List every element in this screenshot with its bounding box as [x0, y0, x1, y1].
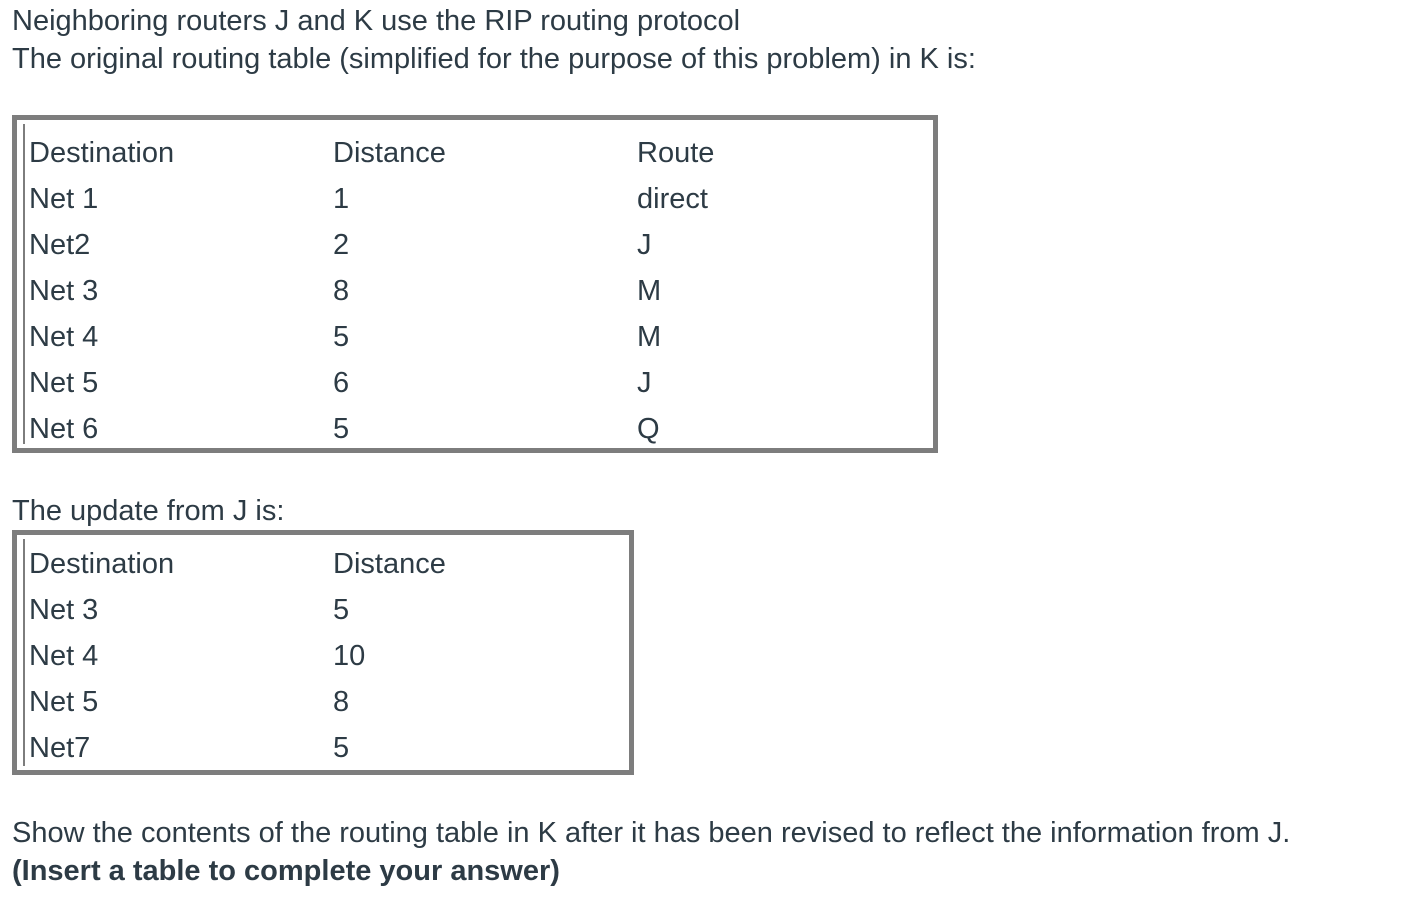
table-header-row [25, 130, 933, 176]
table-row [25, 222, 933, 268]
routing-table-k-body [23, 124, 933, 444]
table-row [25, 633, 629, 679]
update-table-j [12, 530, 634, 775]
cell-destination: Net 4 [29, 321, 99, 353]
cell-distance: 5 [333, 594, 350, 626]
question-line-1: Show the contents of the routing table in K after it has been revised to reflect the information from J. [12, 817, 1291, 849]
cell-distance: 10 [333, 640, 366, 672]
cell-destination: Net 5 [29, 367, 99, 399]
cell-destination: Net2 [29, 229, 91, 261]
cell-destination: Net 3 [29, 594, 99, 626]
cell-destination: Net 6 [29, 413, 99, 445]
update-label: The update from J is: [12, 495, 285, 527]
cell-distance: 6 [333, 367, 350, 399]
header-destination: Destination [29, 548, 175, 580]
table-header-row [25, 541, 629, 587]
cell-distance: 8 [333, 686, 350, 718]
header-distance: Distance [333, 548, 446, 580]
question-line-2: (Insert a table to complete your answer) [12, 855, 560, 887]
header-destination: Destination [29, 137, 175, 169]
intro-line-2: The original routing table (simplified for the purpose of this problem) in K is: [12, 43, 976, 75]
cell-destination: Net7 [29, 732, 91, 764]
cell-distance: 2 [333, 229, 350, 261]
cell-distance: 5 [333, 413, 350, 445]
cell-route: J [637, 229, 652, 261]
cell-destination: Net 1 [29, 183, 99, 215]
table-row [25, 725, 629, 771]
table-row [25, 679, 629, 725]
cell-destination: Net 3 [29, 275, 99, 307]
cell-distance: 1 [333, 183, 350, 215]
cell-route: M [637, 275, 662, 307]
header-distance: Distance [333, 137, 446, 169]
cell-route: Q [637, 413, 660, 445]
intro-line-1: Neighboring routers J and K use the RIP routing protocol [12, 5, 741, 37]
cell-distance: 5 [333, 321, 350, 353]
update-table-j-body [23, 539, 629, 766]
table-row [25, 406, 933, 452]
table-row [25, 176, 933, 222]
cell-route: direct [637, 183, 708, 215]
cell-route: M [637, 321, 662, 353]
table-row [25, 314, 933, 360]
routing-table-k [12, 115, 938, 453]
cell-destination: Net 5 [29, 686, 99, 718]
cell-destination: Net 4 [29, 640, 99, 672]
cell-route: J [637, 367, 652, 399]
cell-distance: 8 [333, 275, 350, 307]
table-row [25, 587, 629, 633]
cell-distance: 5 [333, 732, 350, 764]
table-row [25, 360, 933, 406]
header-route: Route [637, 137, 715, 169]
table-row [25, 268, 933, 314]
